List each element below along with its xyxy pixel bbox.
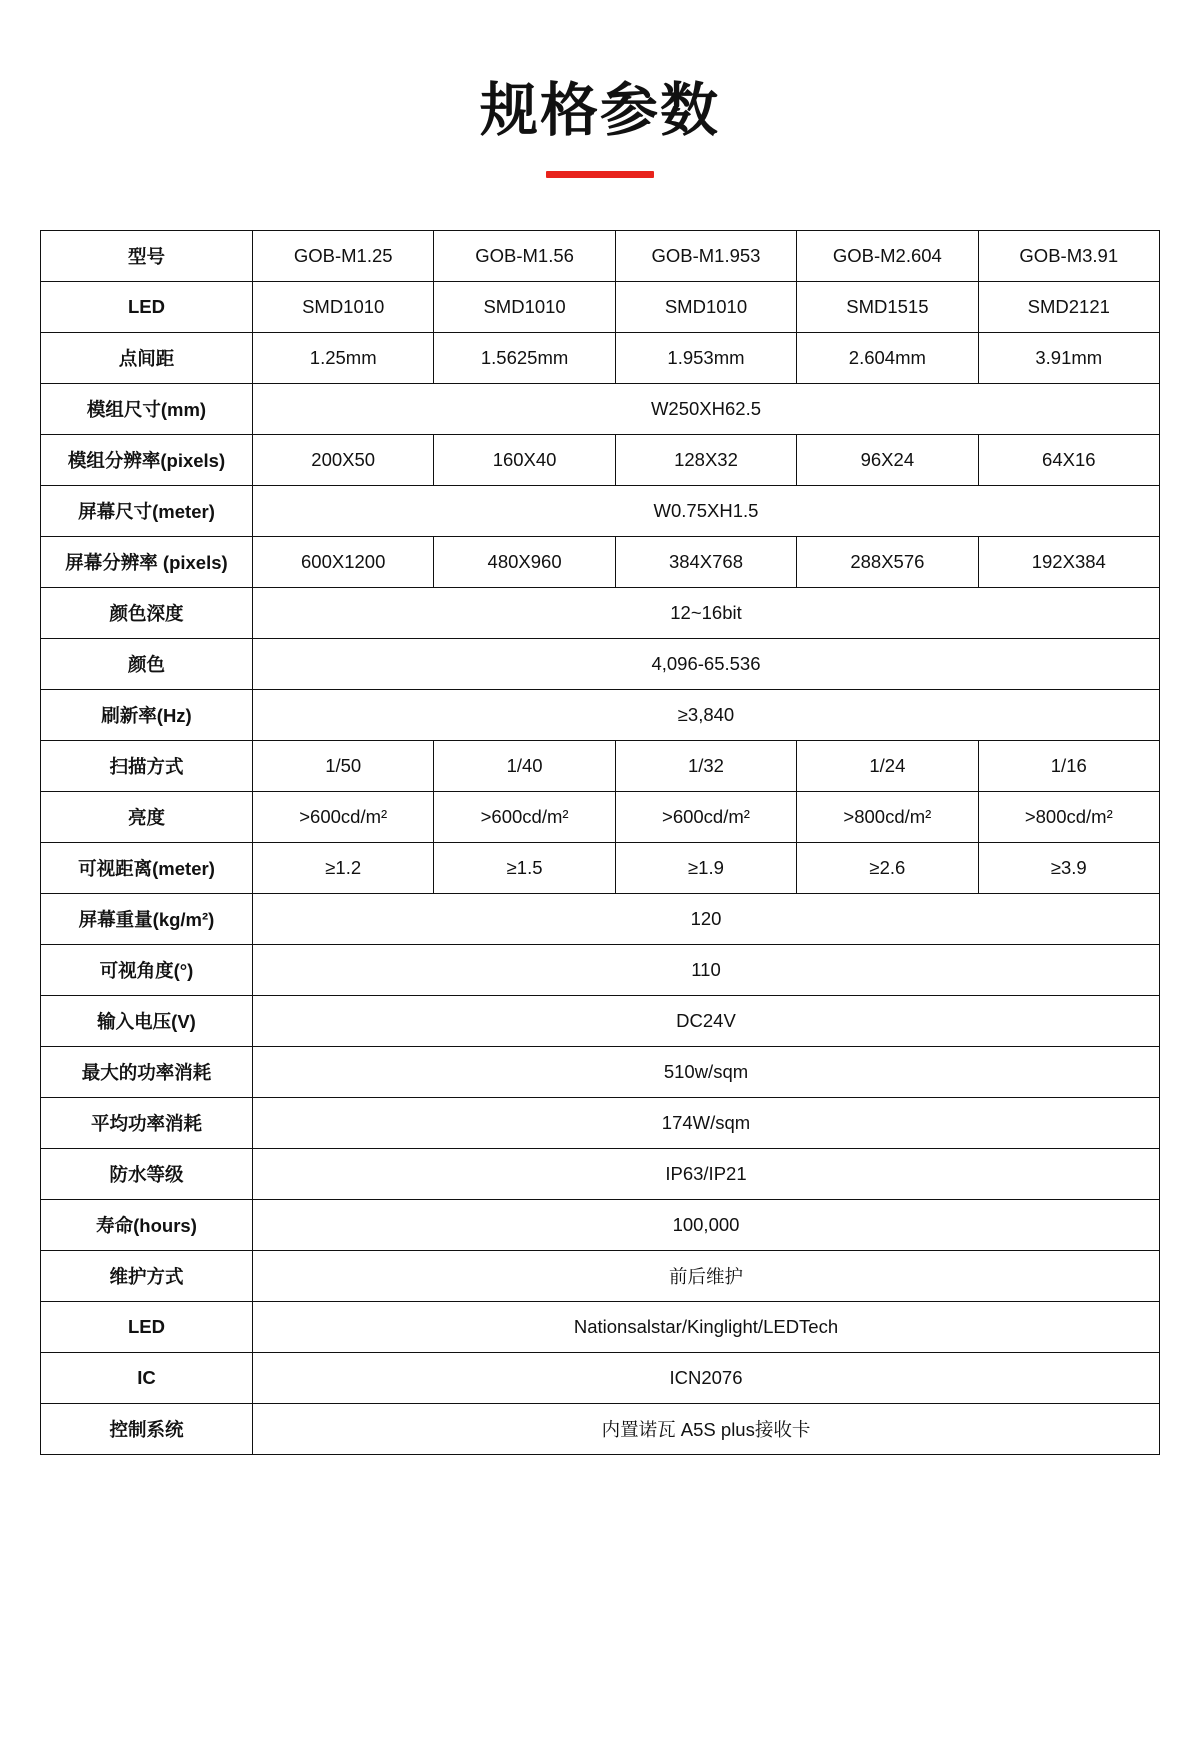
- table-row: [41, 638, 1160, 689]
- row-label: 颜色: [41, 638, 253, 689]
- row-label: 防水等级: [41, 1148, 253, 1199]
- table-row: [41, 1097, 1160, 1148]
- table-row: [41, 230, 1160, 281]
- row-value-cell: 3.91mm: [978, 332, 1159, 383]
- table-row: [41, 485, 1160, 536]
- row-value-cell: SMD1010: [253, 281, 434, 332]
- row-label: 模组尺寸(mm): [41, 383, 253, 434]
- table-row: [41, 434, 1160, 485]
- table-row: [41, 1403, 1160, 1454]
- row-label: 控制系统: [41, 1403, 253, 1454]
- row-label: 点间距: [41, 332, 253, 383]
- row-value-merged: Nationsalstar/Kinglight/LEDTech: [253, 1301, 1160, 1352]
- row-value-cell: 1/16: [978, 740, 1159, 791]
- row-value-cell: >600cd/m²: [253, 791, 434, 842]
- row-value-cell: SMD2121: [978, 281, 1159, 332]
- row-label: 输入电压(V): [41, 995, 253, 1046]
- row-value-cell: 600X1200: [253, 536, 434, 587]
- row-value-cell: ≥3.9: [978, 842, 1159, 893]
- table-row: [41, 842, 1160, 893]
- row-value-cell: 96X24: [797, 434, 978, 485]
- spec-table-wrapper: [40, 230, 1160, 1455]
- row-value-merged: DC24V: [253, 995, 1160, 1046]
- row-label: 扫描方式: [41, 740, 253, 791]
- row-value-cell: 384X768: [615, 536, 796, 587]
- row-label: 寿命(hours): [41, 1199, 253, 1250]
- row-value-cell: >800cd/m²: [978, 791, 1159, 842]
- row-value-merged: ICN2076: [253, 1352, 1160, 1403]
- row-value-cell: ≥1.5: [434, 842, 615, 893]
- row-value-cell: ≥1.2: [253, 842, 434, 893]
- row-value-cell: 1.953mm: [615, 332, 796, 383]
- title-underline: [546, 171, 654, 178]
- row-value-cell: ≥1.9: [615, 842, 796, 893]
- row-label: 刷新率(Hz): [41, 689, 253, 740]
- row-label: 维护方式: [41, 1250, 253, 1301]
- row-value-cell: 64X16: [978, 434, 1159, 485]
- title-block: [0, 0, 1200, 178]
- row-value-cell: ≥2.6: [797, 842, 978, 893]
- table-row: [41, 587, 1160, 638]
- row-value-cell: >800cd/m²: [797, 791, 978, 842]
- row-label: 屏幕分辨率 (pixels): [41, 536, 253, 587]
- table-row: [41, 1352, 1160, 1403]
- row-value-cell: 128X32: [615, 434, 796, 485]
- row-label: LED: [41, 281, 253, 332]
- table-row: [41, 1148, 1160, 1199]
- table-row: [41, 791, 1160, 842]
- spec-table: [40, 230, 1160, 1455]
- row-value-merged: IP63/IP21: [253, 1148, 1160, 1199]
- row-value-cell: GOB-M3.91: [978, 230, 1159, 281]
- row-value-cell: 288X576: [797, 536, 978, 587]
- row-value-cell: GOB-M1.953: [615, 230, 796, 281]
- table-row: [41, 1301, 1160, 1352]
- row-value-cell: 2.604mm: [797, 332, 978, 383]
- page-title: 规格参数: [479, 78, 720, 143]
- row-value-cell: 200X50: [253, 434, 434, 485]
- row-value-merged: 100,000: [253, 1199, 1160, 1250]
- row-value-merged: ≥3,840: [253, 689, 1160, 740]
- row-label: LED: [41, 1301, 253, 1352]
- row-label: 屏幕尺寸(meter): [41, 485, 253, 536]
- row-value-cell: >600cd/m²: [434, 791, 615, 842]
- row-value-merged: W250XH62.5: [253, 383, 1160, 434]
- row-label: 颜色深度: [41, 587, 253, 638]
- row-value-cell: 1.5625mm: [434, 332, 615, 383]
- row-value-merged: 174W/sqm: [253, 1097, 1160, 1148]
- table-row: [41, 944, 1160, 995]
- table-row: [41, 383, 1160, 434]
- row-value-cell: 1/50: [253, 740, 434, 791]
- row-value-merged: 12~16bit: [253, 587, 1160, 638]
- row-value-merged: 510w/sqm: [253, 1046, 1160, 1097]
- table-row: [41, 995, 1160, 1046]
- table-row: [41, 1199, 1160, 1250]
- row-value-cell: 1.25mm: [253, 332, 434, 383]
- table-row: [41, 1250, 1160, 1301]
- row-label: IC: [41, 1352, 253, 1403]
- row-value-cell: 160X40: [434, 434, 615, 485]
- table-row: [41, 332, 1160, 383]
- row-value-cell: >600cd/m²: [615, 791, 796, 842]
- row-value-merged: 内置诺瓦 A5S plus接收卡: [253, 1403, 1160, 1454]
- row-value-merged: 110: [253, 944, 1160, 995]
- table-row: [41, 1046, 1160, 1097]
- table-row: [41, 740, 1160, 791]
- row-label: 可视距离(meter): [41, 842, 253, 893]
- row-value-cell: GOB-M1.25: [253, 230, 434, 281]
- row-value-merged: W0.75XH1.5: [253, 485, 1160, 536]
- row-value-cell: 1/40: [434, 740, 615, 791]
- row-value-merged: 120: [253, 893, 1160, 944]
- row-value-cell: 1/32: [615, 740, 796, 791]
- table-row: [41, 689, 1160, 740]
- table-row: [41, 536, 1160, 587]
- row-label: 可视角度(°): [41, 944, 253, 995]
- row-value-cell: 480X960: [434, 536, 615, 587]
- row-value-merged: 前后维护: [253, 1250, 1160, 1301]
- row-value-cell: 1/24: [797, 740, 978, 791]
- row-label: 屏幕重量(kg/m²): [41, 893, 253, 944]
- row-label: 平均功率消耗: [41, 1097, 253, 1148]
- row-value-cell: SMD1010: [434, 281, 615, 332]
- row-label: 模组分辨率(pixels): [41, 434, 253, 485]
- row-label: 最大的功率消耗: [41, 1046, 253, 1097]
- row-label: 型号: [41, 230, 253, 281]
- row-value-cell: GOB-M1.56: [434, 230, 615, 281]
- table-row: [41, 281, 1160, 332]
- row-value-cell: SMD1010: [615, 281, 796, 332]
- row-value-merged: 4,096-65.536: [253, 638, 1160, 689]
- table-row: [41, 893, 1160, 944]
- row-value-cell: SMD1515: [797, 281, 978, 332]
- row-label: 亮度: [41, 791, 253, 842]
- row-value-cell: GOB-M2.604: [797, 230, 978, 281]
- row-value-cell: 192X384: [978, 536, 1159, 587]
